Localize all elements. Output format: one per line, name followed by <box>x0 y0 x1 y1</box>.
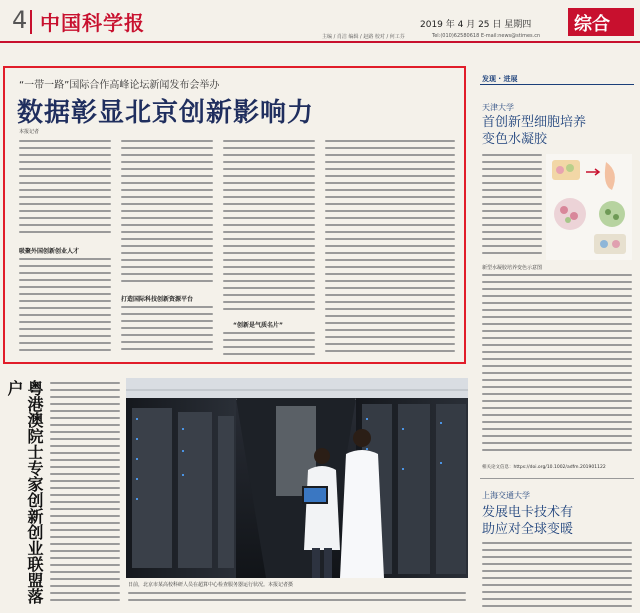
story1-body-b <box>482 274 632 462</box>
lead-body-col1-b <box>19 258 111 358</box>
lead-body-col2-a <box>121 140 213 290</box>
photo-caption-lines <box>128 592 466 610</box>
story1-caption: 新型水凝胶培养变色示意图 <box>482 265 543 271</box>
story1-title: 首创新型细胞培养变色水凝胶 <box>482 115 587 147</box>
sidebar-divider <box>480 478 634 479</box>
story1-source: 天津大学 <box>482 103 514 112</box>
section-tab <box>568 8 634 36</box>
story1-doi: 相关论文信息：https://doi.org/10.1002/adfm.201901122 <box>482 465 606 470</box>
lead-headline: 数据彰显北京创新影响力 <box>17 98 315 128</box>
photo-caption: 日前，北京市某高校科研人员在超算中心检查服务器运行状况。本报记者摄 <box>128 582 294 588</box>
datacenter-photo <box>126 378 468 578</box>
bottom-left-article <box>0 376 124 613</box>
paper-name: 中国科学报 <box>40 11 145 35</box>
sidebar-column-label: 发现 · 进展 <box>482 75 518 83</box>
lead-body-col3-a <box>223 140 315 316</box>
page-number: 4 <box>12 6 28 34</box>
masthead-rule <box>0 41 640 43</box>
masthead <box>0 0 640 44</box>
bottom-left-body <box>50 382 120 610</box>
lead-article-box <box>3 66 466 364</box>
bottom-left-vertical-title: 粤港澳院士专家创新创业联盟落户 <box>5 380 44 604</box>
story1-body-a <box>482 154 542 262</box>
lead-kicker: “一带一路”国际合作高峰论坛新闻发布会举办 <box>19 80 220 91</box>
story2-title: 发展电卡技术有助应对全球变暖 <box>482 505 574 537</box>
issue-date: 2019 年 4 月 25 日 星期四 <box>420 20 532 30</box>
lead-subhead-2: 打造国际科技创新资源平台 <box>121 296 194 303</box>
lead-subhead-3: “创新是气质名片” <box>233 322 283 329</box>
lead-subhead-1: 吸聚外国创新创业人才 <box>19 248 80 255</box>
lead-body-col3-b <box>223 332 315 358</box>
story2-source: 上海交通大学 <box>482 491 530 500</box>
sidebar-rule <box>480 84 634 85</box>
section-label: 综合 <box>574 14 610 35</box>
lead-body-col2-b <box>121 306 213 358</box>
lead-body-col1-a <box>19 140 111 240</box>
hydrogel-illustration <box>546 154 632 260</box>
contact-line: Tel:(010)62580618 E-mail:news@stimes.cn <box>432 33 541 39</box>
staff-line: 主编 / 肖洁 编辑 / 赵路 校对 / 何工芬 <box>322 34 405 40</box>
story2-body <box>482 542 632 612</box>
lead-body-col4 <box>325 140 455 358</box>
sidebar <box>476 72 636 613</box>
page-number-rule <box>30 10 32 34</box>
lead-byline: 本报记者 <box>19 129 40 135</box>
